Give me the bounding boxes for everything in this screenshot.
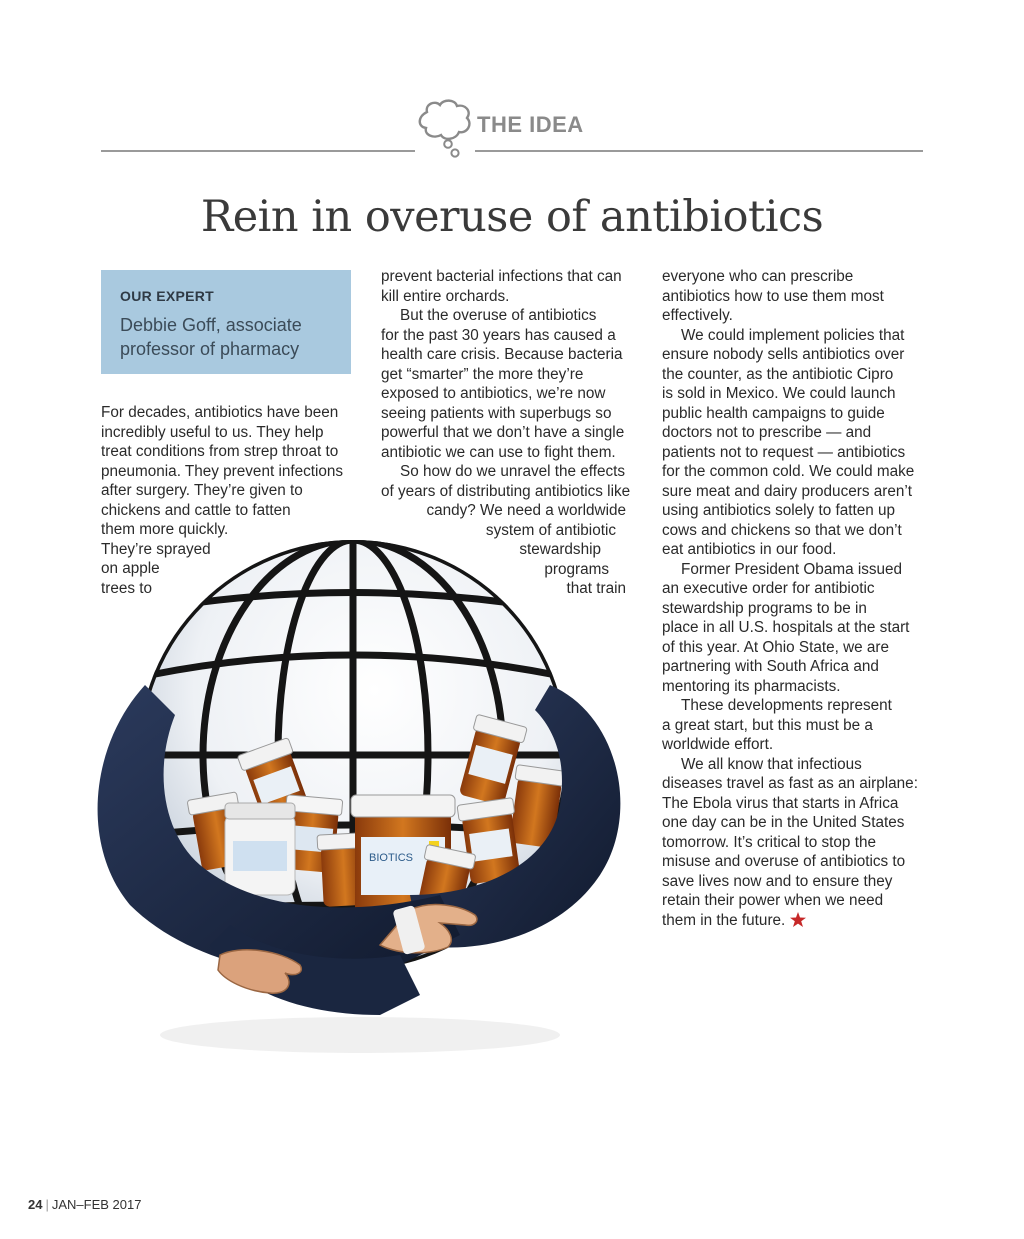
text-line: health care crisis. Because bacteria [381,346,623,363]
text-line: them more quickly. [101,521,229,538]
text-line: a great start, but this must be a [662,716,873,734]
text-line: one day can be in the United States [662,814,905,831]
text-line: doctors not to prescribe — and [662,424,872,441]
page-number: 24 [28,1197,43,1212]
text-line: trees to [101,579,153,597]
footer-separator: | [45,1197,49,1212]
text-line: treat conditions from strep throat to [101,443,339,460]
text-line: place in all U.S. hospitals at the start [662,619,910,636]
star-end-mark-icon [790,912,806,927]
text-line: of years of distributing antibiotics like [381,482,631,500]
section-header [101,98,923,160]
text-line: candy? We need a worldwide [426,502,626,519]
text-line: worldwide effort. [662,736,774,753]
expert-heading: OUR EXPERT [120,288,215,304]
page-footer [28,1197,141,1212]
text-line: programs [544,560,609,578]
text-line: cows and chickens so that we don’t [662,521,902,539]
text-line: eat antibiotics in our food. [662,541,837,558]
text-line: for the common cold. We could make [662,463,915,480]
text-line: seeing patients with superbugs so [381,404,612,422]
text-line: system of antibiotic [485,521,616,539]
text-line: antibiotics how to use them most [662,287,884,305]
text-line: an executive order for antibiotic [662,580,875,597]
text-line: They’re sprayed [101,540,211,558]
text-line: stewardship programs to be in [662,599,867,617]
text-line-last: them in the future. [662,911,786,929]
text-line: We could implement policies that [681,326,905,344]
text-line: on apple [101,560,160,577]
text-line: For decades, antibiotics have been [101,404,339,421]
text-line: sure meat and dairy producers aren’t [662,482,912,500]
text-line: for the past 30 years has caused a [381,326,616,344]
text-line: mentoring its pharmacists. [662,677,841,695]
text-line: using antibiotics solely to fatten up [662,502,895,519]
text-line: effectively. [662,307,733,324]
text-line: powerful that we don’t have a single [381,424,625,441]
text-line: The Ebola virus that starts in Africa [662,794,899,812]
pill-bottle [225,803,295,895]
expert-name-line: professor of pharmacy [120,339,300,359]
text-line: stewardship [519,541,601,558]
text-line: pneumonia. They prevent infections [101,462,344,480]
text-line: everyone who can prescribe [662,268,854,285]
text-line: We all know that infectious [681,755,862,773]
text-line: antibiotic we can use to fight them. [381,443,616,461]
bottle-label: BIOTICS [369,852,414,864]
text-line: prevent bacterial infections that can [381,268,622,285]
text-line: diseases travel as fast as an airplane: [662,775,918,792]
thought-bubble-icon [415,98,475,160]
article-column-3 [662,267,932,930]
text-line: save lives now and to ensure they [662,872,893,890]
shadow [160,1017,560,1053]
text-line: patients not to request — antibiotics [662,443,906,461]
text-line: So how do we unravel the effects [400,463,626,480]
text-line: Former President Obama issued [681,560,903,578]
expert-name [120,313,339,361]
text-line: public health campaigns to guide [662,404,885,422]
globe-illustration [80,515,635,1070]
text-line: retain their power when we need [662,892,884,909]
text-line: exposed to antibiotics, we’re now [381,385,606,402]
text-line: ensure nobody sells antibiotics over [662,346,905,363]
text-line [662,911,932,931]
text-line: tomorrow. It’s critical to stop the [662,833,876,851]
text-line: misuse and overuse of antibiotics to [662,853,906,870]
expert-name-line: Debbie Goff, associate [120,315,302,335]
text-line: These developments represent [681,697,892,714]
section-label: THE IDEA [477,112,584,137]
text-line: of this year. At Ohio State, we are [662,638,890,656]
issue-date: JAN–FEB 2017 [51,1197,142,1212]
text-line: partnering with South Africa and [662,658,879,675]
text-line: But the overuse of antibiotics [400,307,597,324]
text-line: get “smarter” the more they’re [381,365,584,383]
expert-box [101,270,351,374]
text-line: is sold in Mexico. We could launch [662,385,896,402]
text-line: that train [566,580,626,597]
text-line: chickens and cattle to fatten [101,501,291,519]
text-line: after surgery. They’re given to [101,482,303,499]
text-line: the counter, as the antibiotic Cipro [662,365,894,383]
text-line: kill entire orchards. [381,287,510,305]
section-rule [101,150,923,152]
text-line: incredibly useful to us. They help [101,423,324,441]
headline: Rein in overuse of antibiotics [200,192,824,242]
